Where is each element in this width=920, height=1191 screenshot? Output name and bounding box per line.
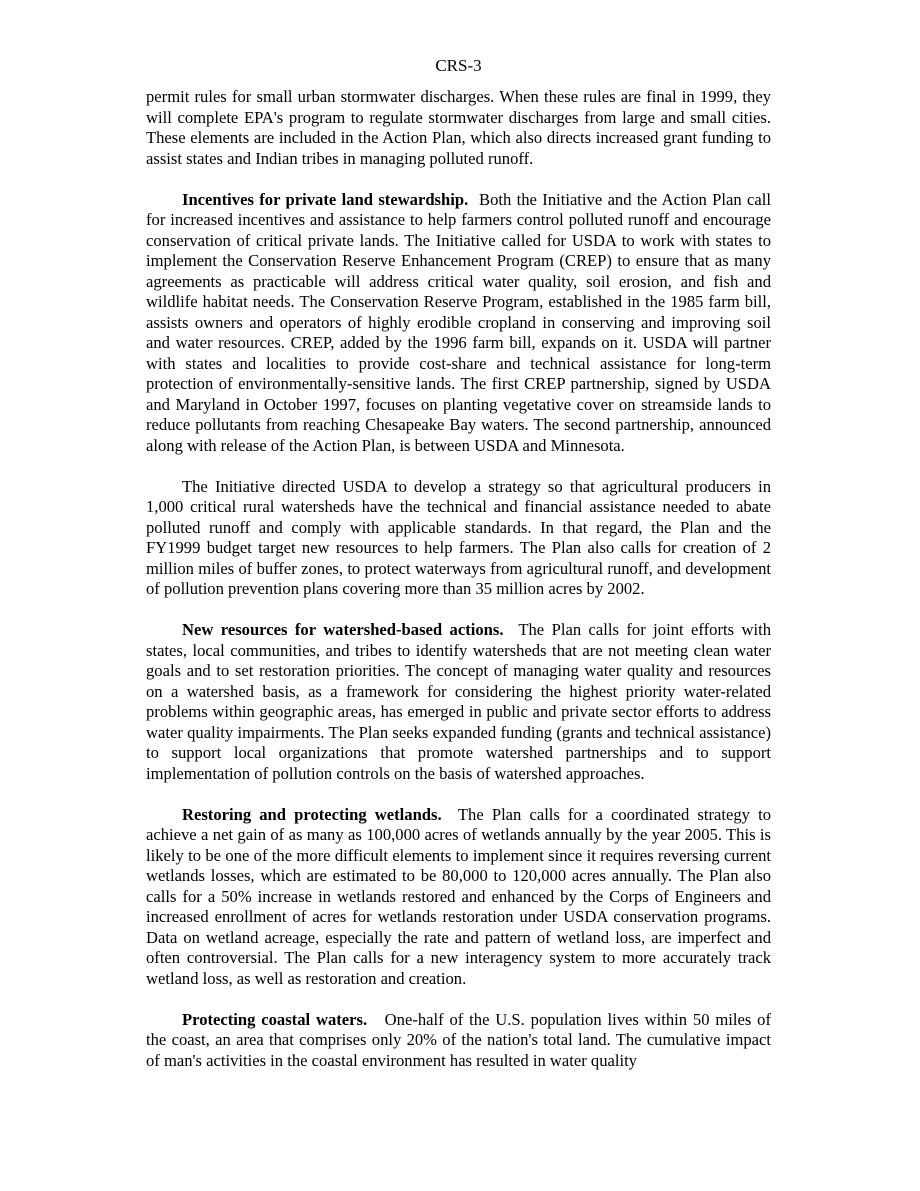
page-number-header: CRS-3 <box>435 56 482 75</box>
section-heading-wetlands: Restoring and protecting wetlands. <box>182 804 442 824</box>
paragraph-watershed-actions <box>146 620 771 784</box>
section-heading-private-land-stewardship: Incentives for private land stewardship. <box>182 189 469 209</box>
paragraph-usda-strategy <box>146 477 771 600</box>
paragraph-text: The Initiative directed USDA to develop a strategy so that agricultural producers in 1,000 critical rural watersheds have the technical and financial assistance needed to abate polluted runoff and comply with applicable standards. In that regard, the Plan and the FY1999 budget target new resources to help farmers. The Plan also calls for creation of 2 million miles of buffer zones, to protect waterways from agricultural runoff, and development of pollution prevention plans covering more than 35 million acres by 2002. <box>146 476 771 598</box>
paragraph-text: The Plan calls for a coordinated strategy to achieve a net gain of as many as 100,000 acres of wetlands annually by the year 2005. This is likely to be one of the more difficult elements to implement since it requires reversing current wetlands losses, which are estimated to be 80,000 to 120,000 acres annually. The Plan also calls for a 50% increase in wetlands restored and enhanced by the Corps of Engineers and increased enrollment of acres for wetlands restoration under USDA conservation programs. Data on wetland acreage, especially the rate and pattern of wetland loss, are imperfect and often controversial. The Plan calls for a new interagency system to more accurately track wetland loss, as well as restoration and creation. <box>146 804 771 988</box>
paragraph-text: One-half of the U.S. population lives within 50 miles of the coast, an area that comprises only 20% of the nation's total land. The cumulative impact of man's activities in the coastal environment has resulted in water quality <box>146 1009 771 1070</box>
section-heading-watershed-actions: New resources for watershed-based actions. <box>182 620 504 639</box>
document-page <box>146 56 771 1071</box>
paragraph-text: The Plan calls for joint efforts with states, local communities, and tribes to identify watersheds that are not meeting clean water goals and to set restoration priorities. The concept of managing water quality and resources on a watershed basis, as a framework for considering the highest priority water-related problems within geographic areas, has emerged in public and private sector efforts to address water quality impairments. The Plan seeks expanded funding (grants and technical assistance) to support local organizations that promote watershed partnerships and to support implementation of pollution controls on the basis of watershed approaches. <box>146 620 771 783</box>
paragraph-stormwater-permits <box>146 87 771 169</box>
paragraph-coastal-waters <box>146 1010 771 1072</box>
paragraph-wetlands <box>146 805 771 990</box>
paragraph-text: permit rules for small urban stormwater discharges. When these rules are final in 1999, they will complete EPA's program to regulate stormwater discharges from large and small cities. These elements are included in the Action Plan, which also directs increased grant funding to assist states and Indian tribes in managing polluted runoff. <box>146 87 771 168</box>
section-heading-coastal-waters: Protecting coastal waters. <box>182 1009 368 1029</box>
paragraph-private-land-stewardship <box>146 190 771 457</box>
paragraph-text: Both the Initiative and the Action Plan call for increased incentives and assistance to help farmers control polluted runoff and encourage conservation of critical private lands. The Initiative called for USDA to work with states to implement the Conservation Reserve Enhancement Program (CREP) to ensure that as many agreements as practicable will address critical water quality, soil erosion, and fish and wildlife habitat needs. The Conservation Reserve Program, established in the 1985 farm bill, assists owners and operators of highly erodible cropland in conserving and improving soil and water resources. CREP, added by the 1996 farm bill, expands on it. USDA will partner with states and localities to provide cost-share and technical assistance for long-term protection of environmentally-sensitive lands. The first CREP partnership, signed by USDA and Maryland in October 1997, focuses on planting vegetative cover on streamside lands to reduce pollutants from reaching Chesapeake Bay waters. The second partnership, announced along with release of the Action Plan, is between USDA and Minnesota. <box>146 189 771 455</box>
